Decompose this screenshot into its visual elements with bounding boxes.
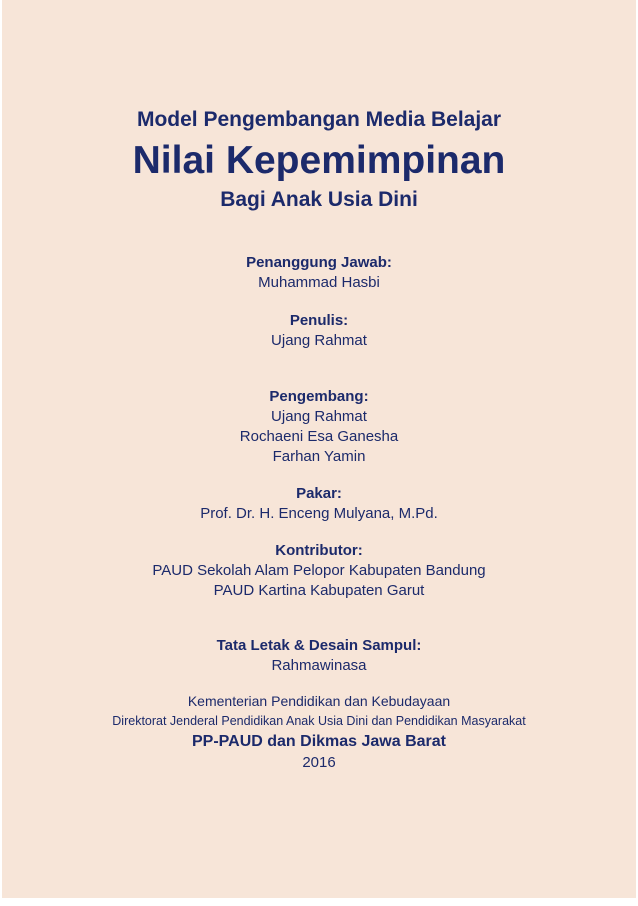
credit-penulis bbox=[2, 311, 636, 351]
publisher-footer bbox=[2, 691, 636, 773]
credit-label: Penulis: bbox=[289, 312, 349, 329]
credit-label: Pakar: bbox=[296, 485, 342, 502]
credit-tata-letak bbox=[2, 636, 636, 676]
credit-label: Tata Letak & Desain Sampul: bbox=[216, 637, 422, 654]
cover-subtitle: Model Pengembangan Media Belajar bbox=[136, 108, 502, 131]
credit-label: Penanggung Jawab: bbox=[246, 254, 392, 271]
cover-title: Nilai Kepemimpinan bbox=[132, 139, 506, 182]
credit-pakar bbox=[2, 484, 636, 524]
publisher-org: PP-PAUD dan Dikmas Jawa Barat bbox=[191, 733, 446, 750]
credit-label: Pengembang: bbox=[269, 388, 369, 405]
credit-penanggung-jawab bbox=[2, 253, 636, 293]
credit-name: PAUD Kartina Kabupaten Garut bbox=[213, 582, 425, 599]
credit-kontributor bbox=[2, 541, 636, 601]
credit-name: Ujang Rahmat bbox=[271, 408, 367, 425]
cover-tagline: Bagi Anak Usia Dini bbox=[220, 188, 418, 211]
credit-name: Rahmawinasa bbox=[271, 657, 367, 674]
directorate-name: Direktorat Jenderal Pendidikan Anak Usia Dini dan Pendidikan Masyarakat bbox=[112, 714, 526, 728]
credit-name: Rochaeni Esa Ganesha bbox=[239, 428, 399, 445]
ministry-name: Kementerian Pendidikan dan Kebudayaan bbox=[187, 693, 451, 709]
cover-page bbox=[2, 0, 636, 898]
credit-pengembang bbox=[2, 387, 636, 467]
credit-name: PAUD Sekolah Alam Pelopor Kabupaten Bandung bbox=[152, 562, 486, 579]
credit-name: Muhammad Hasbi bbox=[258, 274, 380, 291]
credit-name: Ujang Rahmat bbox=[271, 332, 367, 349]
credit-name: Prof. Dr. H. Enceng Mulyana, M.Pd. bbox=[200, 505, 438, 522]
credit-label: Kontributor: bbox=[275, 542, 363, 559]
publication-year: 2016 bbox=[302, 754, 336, 771]
credit-name: Farhan Yamin bbox=[272, 448, 366, 465]
